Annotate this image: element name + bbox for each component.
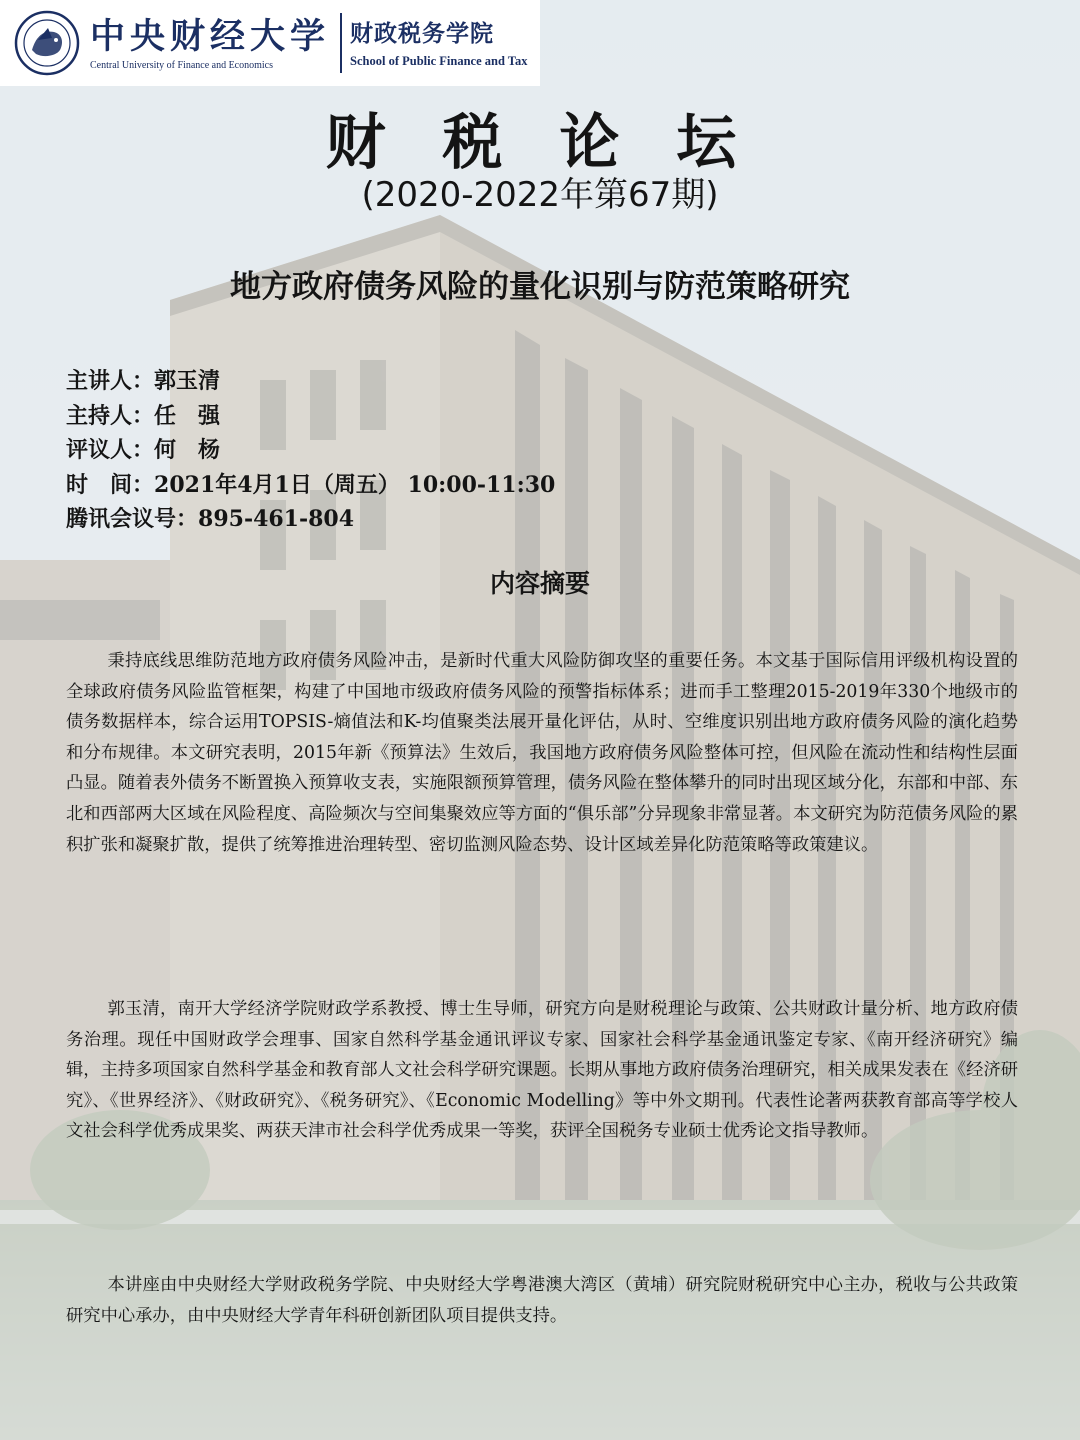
info-row-discussant xyxy=(66,433,766,468)
info-value: 895-461-804 xyxy=(198,506,355,532)
logo-divider xyxy=(340,13,342,73)
abstract-heading: 内容摘要 xyxy=(489,569,590,598)
school-name-en: School of Public Finance and Tax xyxy=(350,53,528,68)
organizer-note-paragraph: 本讲座由中央财经大学财政税务学院、中央财经大学粤港澳大湾区（黄埔）研究院财税研究中心主办，税收与公共政策研究中心承办，由中央财经大学青年科研创新团队项目提供支持。 xyxy=(66,1275,1018,1326)
info-row-host xyxy=(66,399,766,434)
university-name-block xyxy=(90,16,330,71)
info-label: 主讲人： xyxy=(66,368,155,394)
university-name-en: Central University of Finance and Economics xyxy=(90,59,274,71)
forum-title: 财 税 论 坛 xyxy=(325,108,755,178)
school-name-cn: 财政税务学院 xyxy=(350,20,495,47)
info-label: 主持人： xyxy=(66,402,155,429)
info-label: 时 间： xyxy=(66,471,155,498)
forum-issue: (2020-2022年第67期) xyxy=(361,175,719,215)
lecture-title: 地方政府债务风险的量化识别与防范策略研究 xyxy=(230,269,850,305)
info-value: 任 强 xyxy=(154,402,221,429)
info-row-speaker xyxy=(66,364,766,399)
school-name-block xyxy=(350,18,527,69)
speaker-bio-paragraph: 郭玉清，南开大学经济学院财政学系教授、博士生导师，研究方向是财税理论与政策、公共财政计量分析、地方政府债务治理。现任中国财政学会理事、国家自然科学基金通讯评议专家、国家社会科学基金通讯鉴定专家、《南开经济研究》编辑，主持多项国家自然科学基金和教育部人文社会科学研究课题。长期从事地方政府债务治理研究，相关成果发表在《经济研究》、《世界经济》、《财政研究》、《税务研究》、《Economic Modelling》等中外文期刊。代表性论著两获教育部高等学校人文社会科学优秀成果奖、两获天津市社会科学优秀成果一等奖，获评全国税务专业硕士优秀论文指导教师。 xyxy=(66,999,1018,1142)
info-row-meeting-id xyxy=(66,502,766,537)
info-label: 评议人： xyxy=(66,437,155,463)
abstract-paragraph: 秉持底线思维防范地方政府债务风险冲击，是新时代重大风险防御攻坚的重要任务。本文基于国际信用评级机构设置的全球政府债务风险监管框架，构建了中国地市级政府债务风险的预警指标体系；进而手工整理2015-2019年330个地级市的债务数据样本，综合运用TOPSIS-熵值法和K-均值聚类法展开量化评估，从时、空维度识别出地方政府债务风险的演化趋势和分布规律。本文研究表明，2015年新《预算法》生效后，我国地方政府债务风险整体可控，但风险在流动性和结构性层面凸显。随着表外债务不断置换入预算收支表，实施限额预算管理，债务风险在整体攀升的同时出现区域分化，东部和中部、东北和西部两大区域在风险程度、高险频次与空间集聚效应等方面的“俱乐部”分异现象非常显著。本文研究为防范债务风险的累积扩张和凝聚扩散，提供了统筹推进治理转型、密切监测风险态势、设计区域差异化防范策略等政策建议。 xyxy=(66,651,1018,855)
university-seal-icon xyxy=(14,10,80,76)
info-value: 郭玉清 xyxy=(154,368,221,394)
info-label: 腾讯会议号： xyxy=(66,506,199,532)
logo-bar xyxy=(0,0,540,86)
info-row-time xyxy=(66,468,766,503)
info-value: 2021年4月1日（周五） 10:00-11:30 xyxy=(154,471,556,498)
info-value: 何 杨 xyxy=(154,437,221,463)
university-name-cn: 中央财经大学 xyxy=(90,15,331,57)
event-info xyxy=(66,364,766,537)
